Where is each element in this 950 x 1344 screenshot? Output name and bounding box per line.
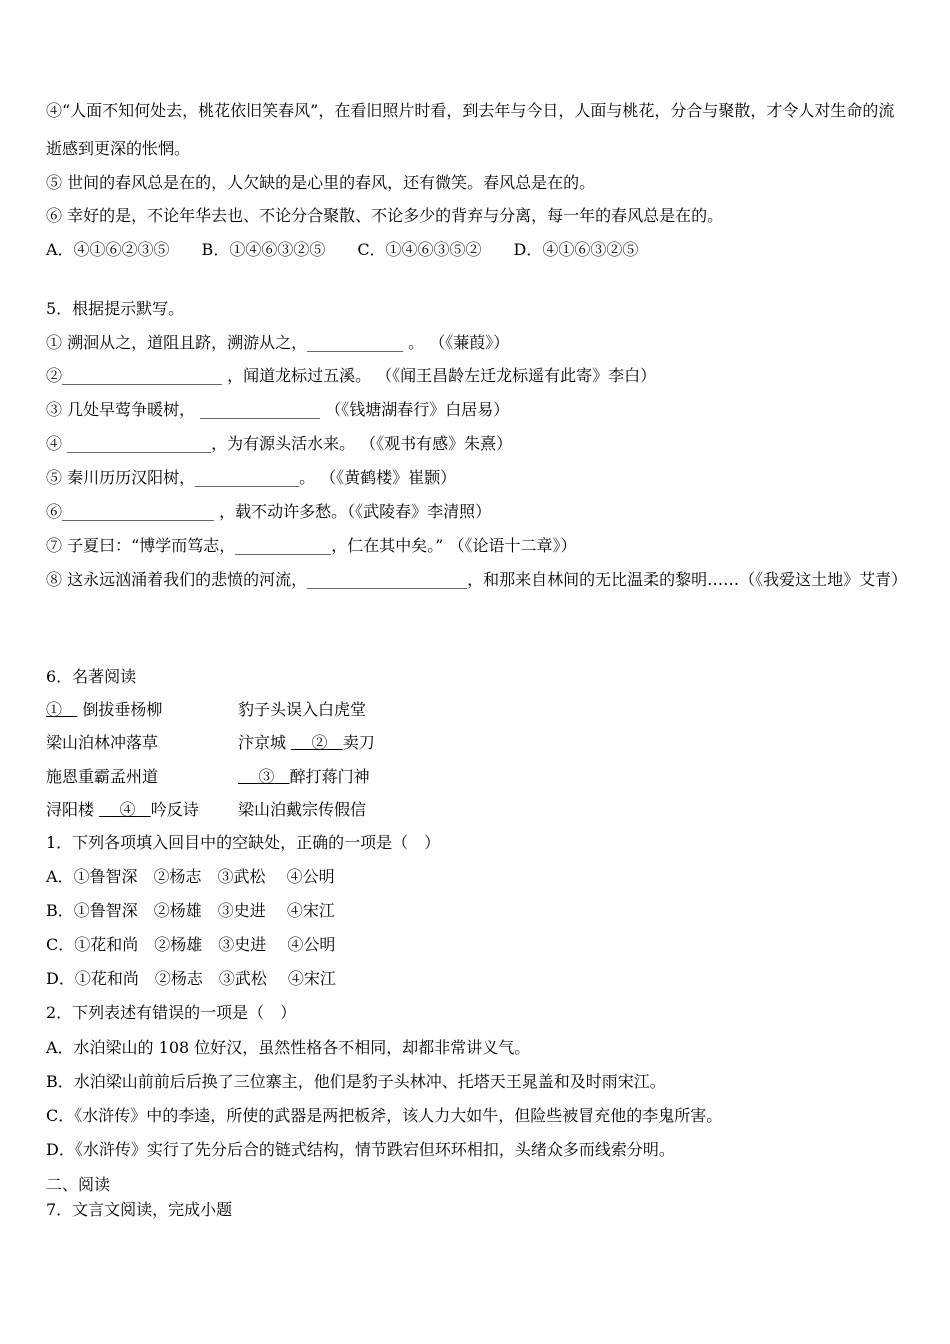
sub-question-1-option-d: D．①花和尚 ②杨志 ③武松 ④宋江 (46, 969, 336, 988)
chapter-row-2: 梁山泊林冲落草 (46, 733, 159, 752)
q5-item-4: ④ __________________，为有源头活水来。 （《观书有感》朱熹） (46, 434, 513, 453)
q5-item-2: ②____________________ ，闻道龙标过五溪。 （《闻王昌龄左迁龙标遥有此寄》李白） (46, 366, 657, 385)
sub-question-1: 1．下列各项填入回目中的空缺处，正确的一项是（ ） (46, 833, 441, 852)
q7-title: 7．文言文阅读，完成小题 (46, 1200, 233, 1219)
chapter-text: 倒拔垂杨柳 (82, 700, 163, 719)
chapter-row-2-right: 汴京城 ② 卖刀 (238, 733, 375, 752)
q4-sentence-4: ④“人面不知何处去，桃花依旧笑春风”，在看旧照片时看，到去年与今日，人面与桃花，分合与聚散，才令人对生命的流逝感到更深的怅惘。 (46, 101, 895, 158)
q5-item-3: ③ 几处早莺争暖树， _______________ （《钱塘湖春行》白居易） (46, 400, 510, 419)
sub-question-2-option-c: C．《水浒传》中的李逵，所使的武器是两把板斧，该人力大如牛，但险些被冒充他的李鬼所害。 (46, 1106, 723, 1125)
blank-3: ③ (258, 767, 275, 786)
q6-title: 6．名著阅读 (46, 667, 137, 686)
q5-item-6: ⑥___________________ ，载不动许多愁。（《武陵春》李清照） (46, 502, 492, 521)
blank-4: ④ (119, 800, 136, 819)
sub-question-1-option-b: B．①鲁智深 ②杨雄 ③史进 ④宋江 (46, 901, 335, 920)
chapter-row-3: 施恩重霸孟州道 (46, 767, 159, 786)
q5-item-7: ⑦ 子夏曰：“博学而笃志，____________，仁在其中矣。” （《论语十二章》） (46, 536, 577, 555)
sub-question-2: 2．下列表述有错误的一项是（ ） (46, 1003, 297, 1022)
sub-question-1-option-a: A．①鲁智深 ②杨志 ③武松 ④公明 (46, 867, 335, 886)
q5-title: 5．根据提示默写。 (46, 299, 185, 318)
chapter-row-3-right: ③ 醉打蒋门神 (238, 767, 370, 787)
q4-options: A．④①⑥②③⑤ B．①④⑥③②⑤ C．①④⑥③⑤② D．④①⑥③②⑤ (46, 240, 639, 259)
blank-1: ① (46, 700, 63, 719)
chapter-row-4: 浔阳楼 ④ 吟反诗 (46, 800, 199, 819)
blank-2: ② (311, 733, 328, 752)
chapter-row-4-right: 梁山泊戴宗传假信 (238, 800, 367, 819)
sub-question-2-option-d: D．《水浒传》实行了先分后合的链式结构，情节跌宕但环环相扣，头绪众多而线索分明。 (46, 1140, 675, 1159)
sub-question-1-option-c: C．①花和尚 ②杨雄 ③史进 ④公明 (46, 935, 336, 954)
sub-question-2-option-b: B．水泊梁山前前后后换了三位寨主，他们是豹子头林冲、托塔天王晁盖和及时雨宋江。 (46, 1072, 666, 1091)
q5-item-5: ⑤ 秦川历历汉阳树，_____________。 （《黄鹤楼》崔颢） (46, 468, 457, 487)
section-heading: 二、阅读 (46, 1175, 111, 1194)
chapter-row-1 (46, 700, 162, 720)
q4-sentence-6: ⑥ 幸好的是，不论年华去也、不论分合聚散、不论多少的背弃与分离，每一年的春风总是在的。 (46, 206, 724, 225)
sub-question-2-option-a: A．水泊梁山的 108 位好汉，虽然性格各不相同，却都非常讲义气。 (46, 1038, 531, 1057)
q5-item-1: ① 溯洄从之，道阻且跻，溯游从之，____________ 。 （《蒹葭》） (46, 333, 510, 352)
q4-sentence-5: ⑤ 世间的春风总是在的，人欠缺的是心里的春风，还有微笑。春风总是在的。 (46, 173, 596, 192)
q5-item-8: ⑧ 这永远汹涌着我们的悲愤的河流，____________________，和那来自林间的无比温柔的黎明……（《我爱这土地》艾青） (46, 570, 908, 589)
chapter-row-1-right: 豹子头误入白虎堂 (238, 700, 367, 719)
